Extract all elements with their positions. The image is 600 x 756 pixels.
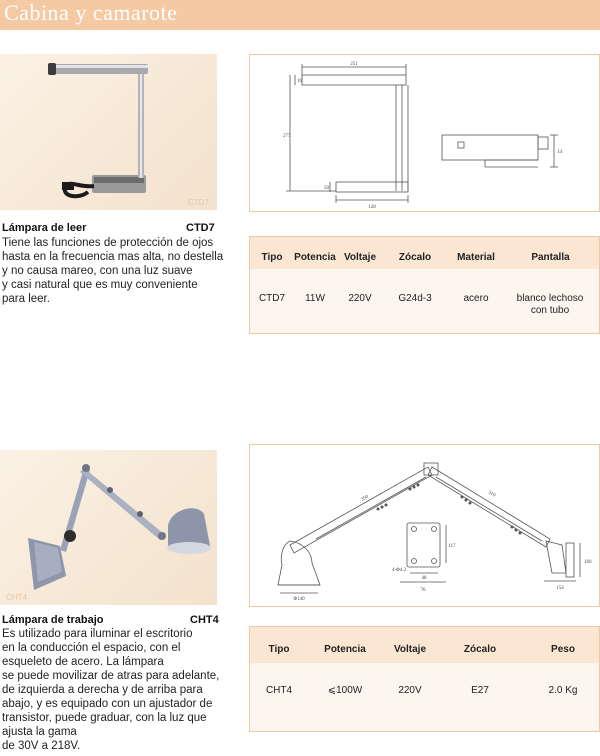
- description-line: y no causa mareo, con una luz suave: [2, 265, 193, 277]
- dimension-label: 277: [283, 134, 291, 139]
- description-line: para leer.: [2, 293, 50, 305]
- dimension-label: 154: [556, 586, 564, 591]
- section-header: [0, 0, 600, 30]
- table-cell: blanco lechoso con tubo: [516, 293, 584, 316]
- photo-code-label: CTD7: [188, 198, 209, 207]
- dimension-label: 310: [487, 490, 496, 499]
- description-line: en la conducción el espacio, con el: [2, 642, 181, 654]
- photo-code-label: CHT4: [6, 593, 27, 602]
- dimension-label: 128: [368, 205, 376, 210]
- section-title: Cabina y camarote: [4, 0, 178, 25]
- column-header: Zócalo: [463, 644, 497, 655]
- description-line: hasta en la frecuencia mas alta, no destella: [2, 251, 224, 263]
- column-header: Pantalla: [531, 252, 570, 263]
- description-line: esqueleto de acero. La lámpara: [2, 656, 164, 668]
- dimension-label: 50: [324, 186, 329, 191]
- column-header: Tipo: [261, 252, 283, 263]
- table-cell: 220V: [348, 293, 372, 304]
- product-photo-cht4: [0, 450, 217, 605]
- product-photo-ctd7: [0, 54, 217, 210]
- description-line: Tiene las funciones de protección de ojos: [2, 237, 214, 249]
- column-header: Voltaje: [343, 252, 377, 263]
- column-header: Zócalo: [398, 252, 432, 263]
- spec-table-header: [250, 237, 599, 269]
- column-header: Potencia: [294, 252, 336, 263]
- product-description: [2, 627, 219, 753]
- column-header: Tipo: [268, 644, 290, 655]
- dimension-label: 14: [557, 150, 562, 155]
- technical-drawing-cht4: [249, 444, 600, 607]
- description-line: Es utilizado para iluminar el escritorio: [2, 628, 193, 640]
- description-line: se puede movilizar de atras para adelante,: [2, 670, 220, 682]
- description-line: de 30V a 218V.: [2, 740, 81, 752]
- column-header: Voltaje: [393, 644, 427, 655]
- table-cell: ⩽100W: [327, 685, 363, 696]
- table-cell: 11W: [305, 293, 325, 304]
- spec-table-row: [250, 269, 599, 333]
- dimension-label: 16: [297, 79, 302, 84]
- spec-table-row: [250, 663, 599, 731]
- table-cell: 2.0 Kg: [548, 685, 578, 696]
- table-cell: CHT4: [265, 685, 293, 696]
- dimension-label: 160: [584, 560, 592, 565]
- product-name: Lámpara de leer: [2, 222, 87, 234]
- column-header: Potencia: [324, 644, 366, 655]
- description-line: transistor, puede graduar, con la luz que: [2, 712, 207, 724]
- dimension-label: 251: [350, 62, 358, 67]
- spec-table-cht4: [249, 626, 600, 732]
- dimension-label: 117: [448, 544, 456, 549]
- dimension-label: 76: [420, 588, 426, 593]
- technical-drawing-ctd7: [249, 54, 600, 212]
- table-cell: E27: [471, 685, 489, 696]
- table-cell: CTD7: [258, 293, 286, 304]
- table-cell: 220V: [398, 685, 422, 696]
- dimension-label: 350: [360, 494, 370, 503]
- column-header: Material: [457, 252, 495, 263]
- dimension-label: Φ140: [293, 597, 305, 602]
- description-line: ajusta la gama: [2, 726, 77, 738]
- table-cell: G24d-3: [398, 293, 432, 304]
- description-line: de izquierda a derecha y de arriba para: [2, 684, 203, 696]
- spec-table-ctd7: [249, 236, 600, 334]
- product-name: Lámpara de trabajo: [2, 614, 104, 626]
- product-code: CTD7: [186, 222, 215, 234]
- dimension-label: 48: [421, 576, 427, 581]
- table-cell: acero: [463, 293, 489, 304]
- spec-table-header: [250, 627, 599, 663]
- column-header: Peso: [551, 644, 575, 655]
- product-code: CHT4: [190, 614, 219, 626]
- dimension-label: 4-Φ4.2: [392, 568, 407, 573]
- product-description: [2, 236, 223, 306]
- description-line: y casi natural que es muy conveniente: [2, 279, 198, 291]
- description-line: abajo, y es equipado con un ajustador de: [2, 698, 213, 710]
